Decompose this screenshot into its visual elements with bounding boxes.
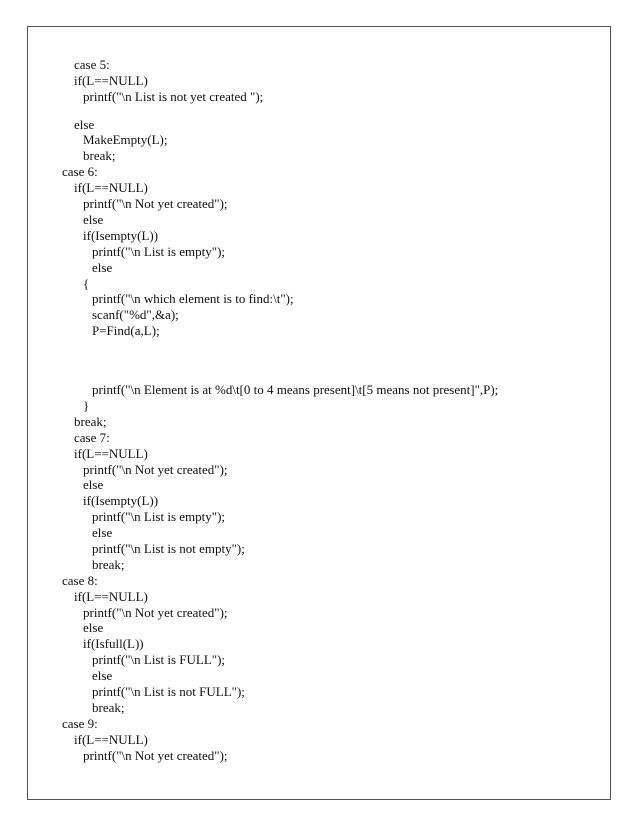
code-line: if(L==NULL) xyxy=(74,732,148,747)
code-line: printf("\n List is empty"); xyxy=(92,509,226,524)
code-line: scanf("%d",&a); xyxy=(92,307,179,322)
code-line: if(L==NULL) xyxy=(74,73,148,88)
code-line: break; xyxy=(92,557,125,572)
code-line: } xyxy=(83,398,90,413)
code-line: printf("\n List is FULL"); xyxy=(92,652,226,667)
code-line: break; xyxy=(83,148,116,163)
code-line: printf("\n Not yet created"); xyxy=(83,748,228,763)
code-line: printf("\n List is empty"); xyxy=(92,244,226,259)
code-line: printf("\n which element is to find:\t"); xyxy=(92,291,294,306)
code-line: printf("\n Not yet created"); xyxy=(83,462,228,477)
code-line: break; xyxy=(92,700,125,715)
code-line: { xyxy=(83,276,90,291)
code-line: printf("\n Not yet created"); xyxy=(83,196,228,211)
code-line: printf("\n Element is at %d\t[0 to 4 means present]\t[5 means not present]",P); xyxy=(92,382,499,397)
code-line: if(Isempty(L)) xyxy=(83,228,159,243)
code-line: printf("\n List is not empty"); xyxy=(92,541,245,556)
code-line: else xyxy=(83,477,104,492)
code-line: case 7: xyxy=(74,430,110,445)
code-line: case 5: xyxy=(74,57,110,72)
code-line: else xyxy=(92,525,113,540)
code-line: if(L==NULL) xyxy=(74,446,148,461)
code-line: else xyxy=(92,668,113,683)
code-line: else xyxy=(83,212,104,227)
code-line: break; xyxy=(74,414,107,429)
code-line: if(L==NULL) xyxy=(74,180,148,195)
code-line: if(Isempty(L)) xyxy=(83,493,159,508)
code-line: if(L==NULL) xyxy=(74,589,148,604)
code-line: P=Find(a,L); xyxy=(92,323,160,338)
code-line: case 8: xyxy=(62,573,98,588)
code-line: printf("\n List is not yet created "); xyxy=(83,89,264,104)
code-line: else xyxy=(83,620,104,635)
code-line: else xyxy=(92,260,113,275)
code-line: if(Isfull(L)) xyxy=(83,636,144,651)
code-line: case 6: xyxy=(62,164,98,179)
code-line: printf("\n List is not FULL"); xyxy=(92,684,245,699)
code-line: case 9: xyxy=(62,716,98,731)
code-line: printf("\n Not yet created"); xyxy=(83,605,228,620)
code-line: else xyxy=(74,117,95,132)
code-line: MakeEmpty(L); xyxy=(83,132,168,147)
